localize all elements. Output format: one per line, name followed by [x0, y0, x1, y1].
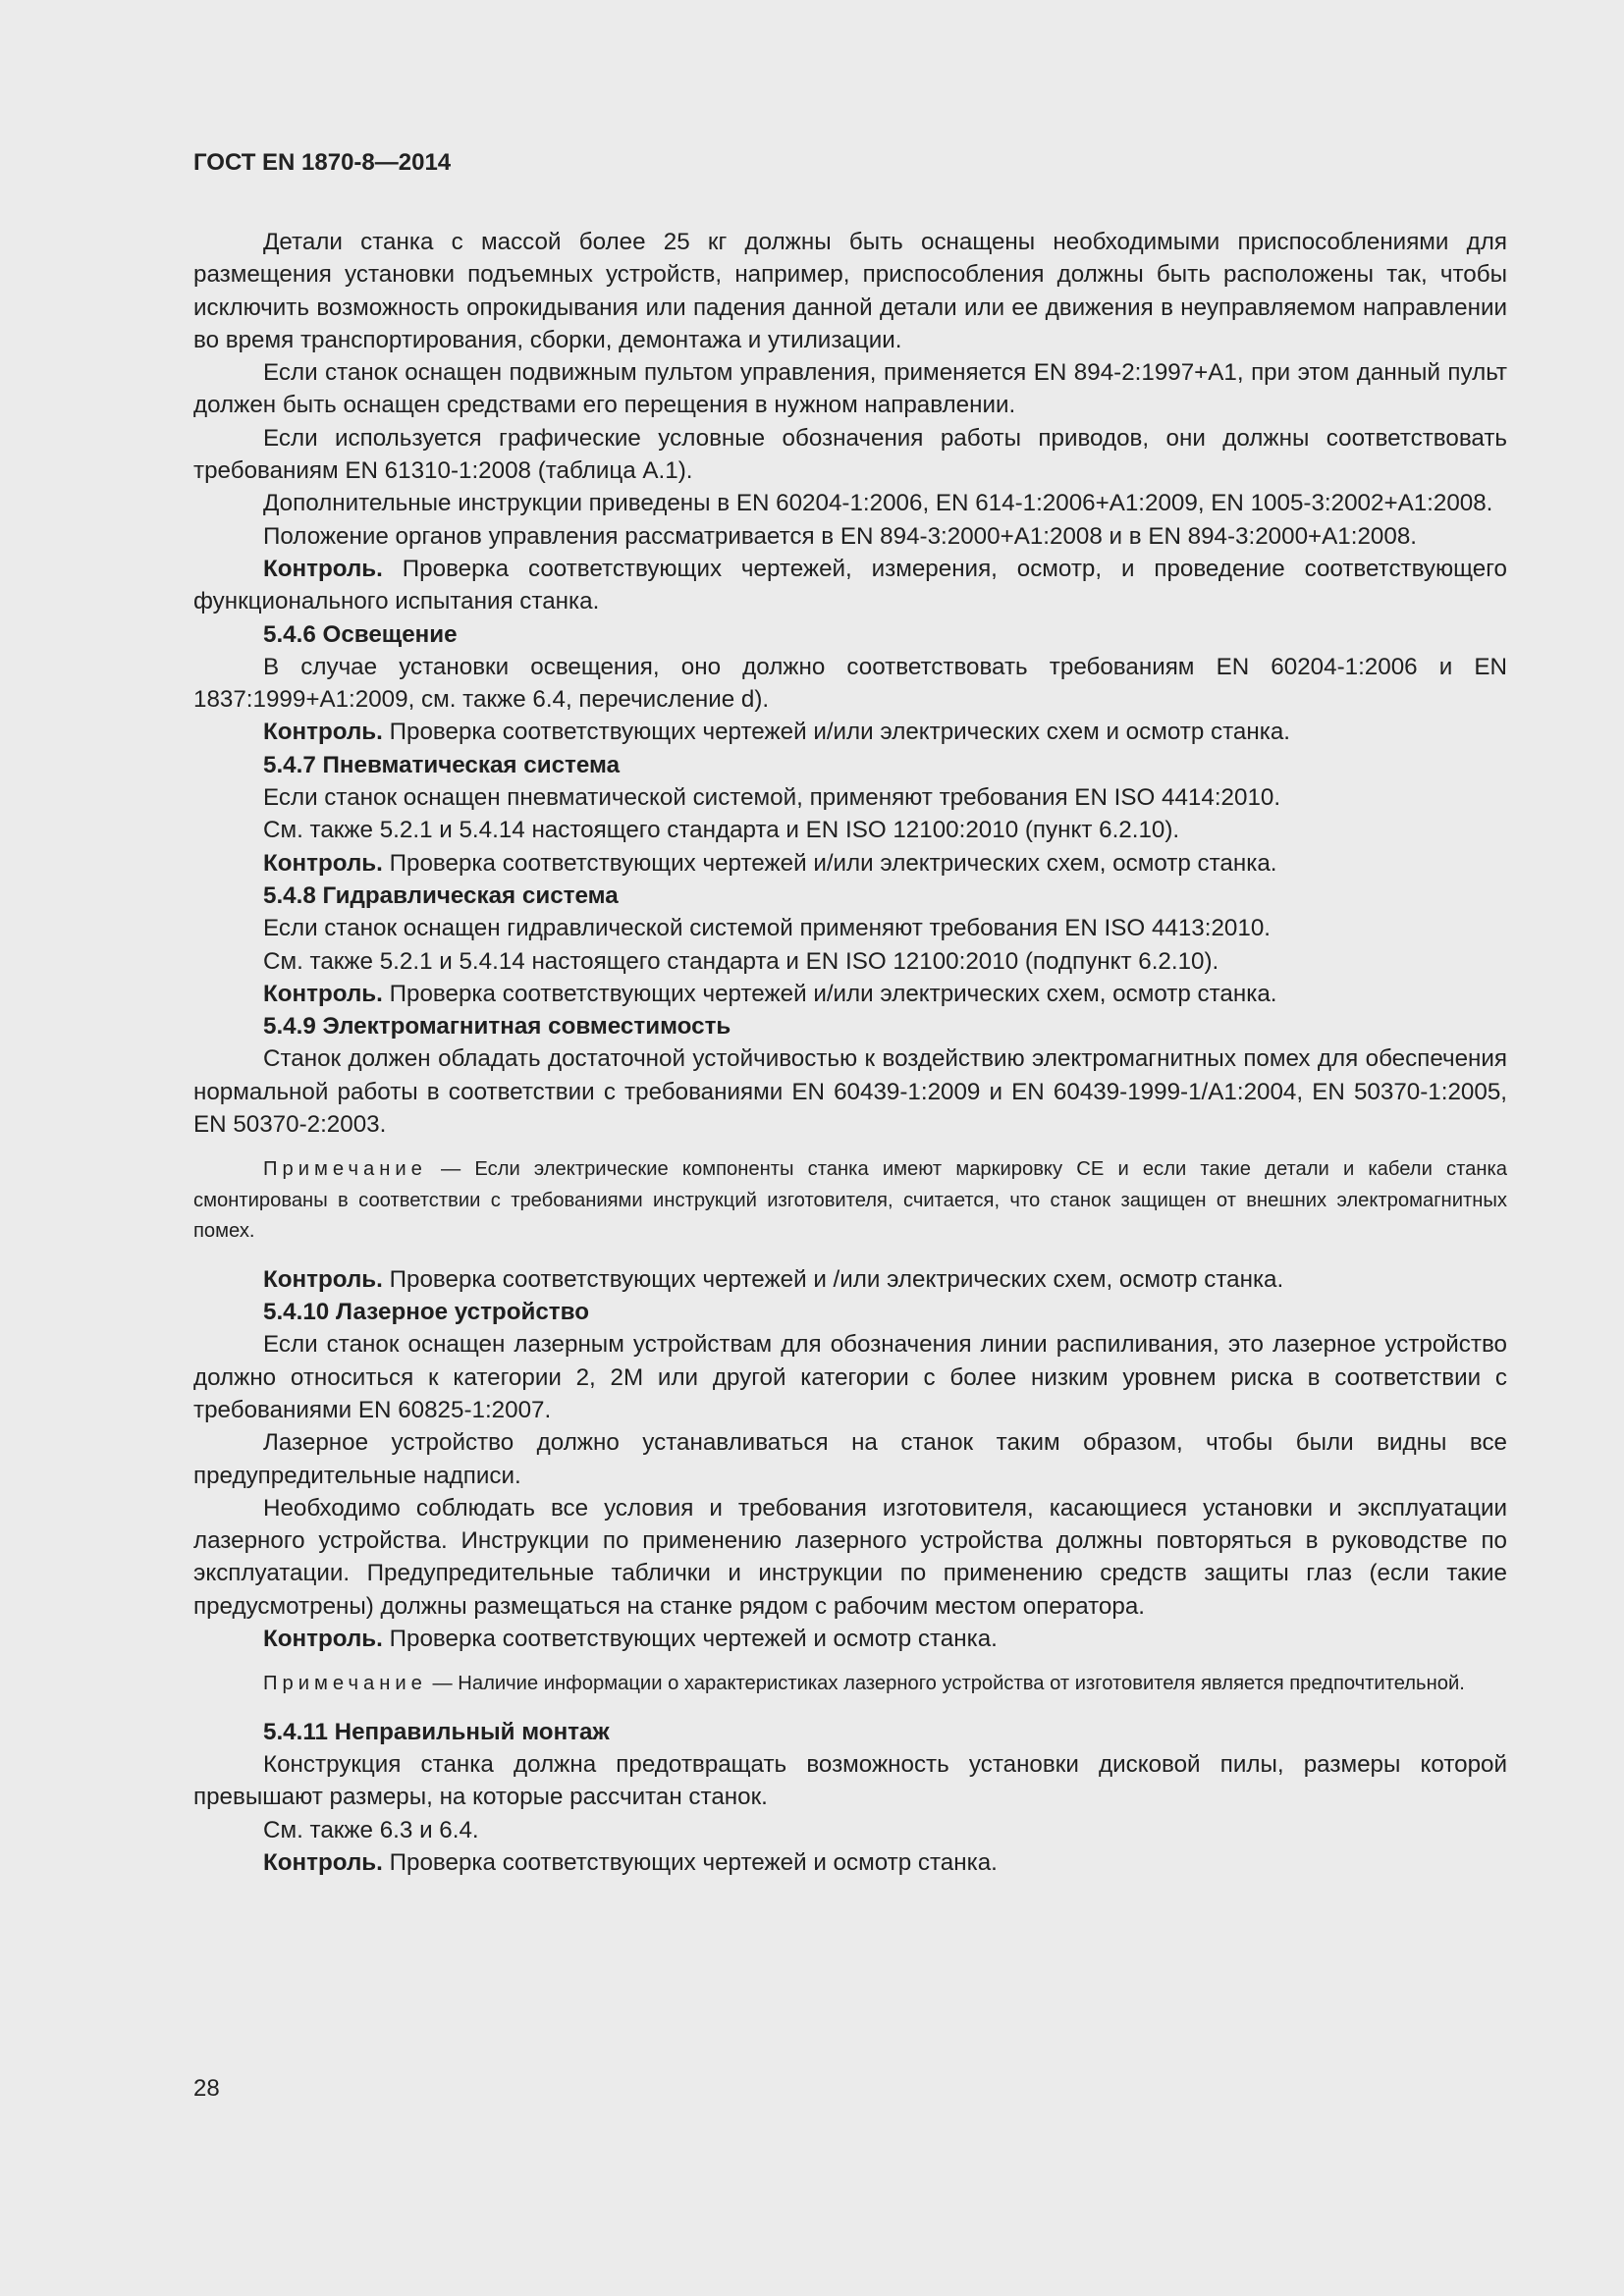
control-paragraph: [193, 553, 1507, 618]
control-label: Контроль.: [263, 1626, 383, 1653]
note-label: Примечание: [263, 1673, 427, 1695]
control-label: Контроль.: [263, 1849, 383, 1877]
section-heading: 5.4.10 Лазерное устройство: [263, 1299, 589, 1326]
paragraph: Если станок оснащен подвижным пультом управления, применяется EN 894-2:1997+A1, при этом данный пульт должен быть оснащен средствами его перещения в нужном направлении.: [193, 359, 1507, 419]
control-label: Контроль.: [263, 980, 383, 1007]
control-text: Проверка соответствующих чертежей и/или электрических схем, осмотр станка.: [389, 849, 1277, 877]
control-label: Контроль.: [263, 849, 383, 877]
control-paragraph: [193, 1846, 1507, 1879]
control-paragraph: [193, 1623, 1507, 1655]
control-text: Проверка соответствующих чертежей и осмотр станка.: [389, 1626, 998, 1653]
paragraph: Если станок оснащен пневматической системой, применяют требования EN ISO 4414:2010.: [263, 784, 1281, 812]
control-paragraph: [193, 978, 1507, 1010]
paragraph: Станок должен обладать достаточной устойчивостью к воздействию электромагнитных помех для обеспечения нормальной работы в соответствии с требованиями EN 60439-1:2009 и EN 60439-1999-1/A1:2004, EN 50370-1:2005, EN 50370-2:2003.: [193, 1045, 1507, 1139]
section-heading: 5.4.9 Электромагнитная совместимость: [263, 1013, 731, 1041]
control-paragraph: [193, 716, 1507, 748]
note-paragraph: [193, 1154, 1507, 1248]
section-heading: 5.4.7 Пневматическая система: [263, 751, 621, 778]
note-label: Примечание: [263, 1158, 427, 1181]
control-text: Проверка соответствующих чертежей и осмотр станка.: [389, 1849, 998, 1877]
page-number: 28: [193, 2075, 220, 2102]
paragraph: Если станок оснащен лазерным устройствам для обозначения линии распиливания, это лазерное устройство должно относиться к категории 2, 2М или другой категории с более низким уровнем риска в соответствии с требованиями EN 60825-1:2007.: [193, 1331, 1507, 1423]
paragraph: Детали станка с массой более 25 кг должны быть оснащены необходимыми приспособлениями для размещения установки подъемных устройств, например, приспособления должны быть расположены так, чтобы исключить возможность опрокидывания или падения данной детали или ее движения в неуправляемом направлении во время транспортирования, сборки, демонтажа и утилизации.: [193, 229, 1507, 353]
control-paragraph: [193, 1263, 1507, 1296]
control-text: Проверка соответствующих чертежей, измерения, осмотр, и проведение соответствующего функционального испытания станка.: [193, 555, 1507, 615]
paragraph: См. также 5.2.1 и 5.4.14 настоящего стандарта и EN ISO 12100:2010 (пункт 6.2.10).: [263, 817, 1180, 844]
paragraph: См. также 5.2.1 и 5.4.14 настоящего стандарта и EN ISO 12100:2010 (подпункт 6.2.10).: [263, 947, 1219, 975]
control-text: Проверка соответствующих чертежей и /или электрических схем, осмотр станка.: [389, 1265, 1284, 1293]
paragraph: Конструкция станка должна предотвращать возможность установки дисковой пилы, размеры которой превышают размеры, на которые рассчитан станок.: [193, 1751, 1507, 1811]
paragraph: Если используется графические условные обозначения работы приводов, они должны соответствовать требованиям EN 61310-1:2008 (таблица А.1).: [193, 424, 1507, 485]
control-label: Контроль.: [263, 1265, 383, 1293]
control-text: Проверка соответствующих чертежей и/или электрических схем и осмотр станка.: [389, 719, 1291, 746]
paragraph: В случае установки освещения, оно должно соответствовать требованиям EN 60204-1:2006 и EN 1837:1999+A1:2009, см. также 6.4, перечисление d).: [193, 653, 1507, 714]
section-heading: 5.4.8 Гидравлическая система: [263, 881, 619, 909]
section-heading: 5.4.6 Освещение: [263, 620, 458, 648]
control-paragraph: [193, 847, 1507, 880]
paragraph: Дополнительные инструкции приведены в EN 60204-1:2006, EN 614-1:2006+A1:2009, EN 1005-3:2002+A1:2008.: [263, 490, 1493, 517]
control-label: Контроль.: [263, 719, 383, 746]
document-body: [193, 226, 1507, 1879]
paragraph: Положение органов управления рассматривается в EN 894-3:2000+A1:2008 и в EN 894-3:2000+A1:2008.: [263, 522, 1417, 550]
paragraph: Если станок оснащен гидравлической системой применяют требования EN ISO 4413:2010.: [263, 915, 1271, 942]
paragraph: См. также 6.3 и 6.4.: [263, 1816, 479, 1843]
note-text: — Если электрические компоненты станка имеют маркировку СЕ и если такие детали и кабели станка смонтированы в соответствии с требованиями инструкций изготовителя, считается, что станок защищен от внешних электромагнитных помех.: [193, 1158, 1507, 1243]
paragraph: Лазерное устройство должно устанавливаться на станок таким образом, чтобы были видны все предупредительные надписи.: [193, 1429, 1507, 1489]
section-heading: 5.4.11 Неправильный монтаж: [263, 1718, 610, 1745]
note-text: — Наличие информации о характеристиках лазерного устройства от изготовителя является предпочтительной.: [426, 1673, 1465, 1695]
note-paragraph: [193, 1669, 1507, 1700]
control-text: Проверка соответствующих чертежей и/или электрических схем, осмотр станка.: [389, 980, 1277, 1007]
control-label: Контроль.: [263, 555, 383, 582]
document-header: ГОСТ EN 1870-8—2014: [193, 149, 452, 176]
paragraph: Необходимо соблюдать все условия и требования изготовителя, касающиеся установки и эксплуатации лазерного устройства. Инструкции по применению лазерного устройства должны повторяться в руководстве по эксплуатации. Предупредительные таблички и инструкции по применению средств защиты глаз (если такие предусмотрены) должны размещаться на станке рядом с рабочим местом оператора.: [193, 1494, 1507, 1620]
